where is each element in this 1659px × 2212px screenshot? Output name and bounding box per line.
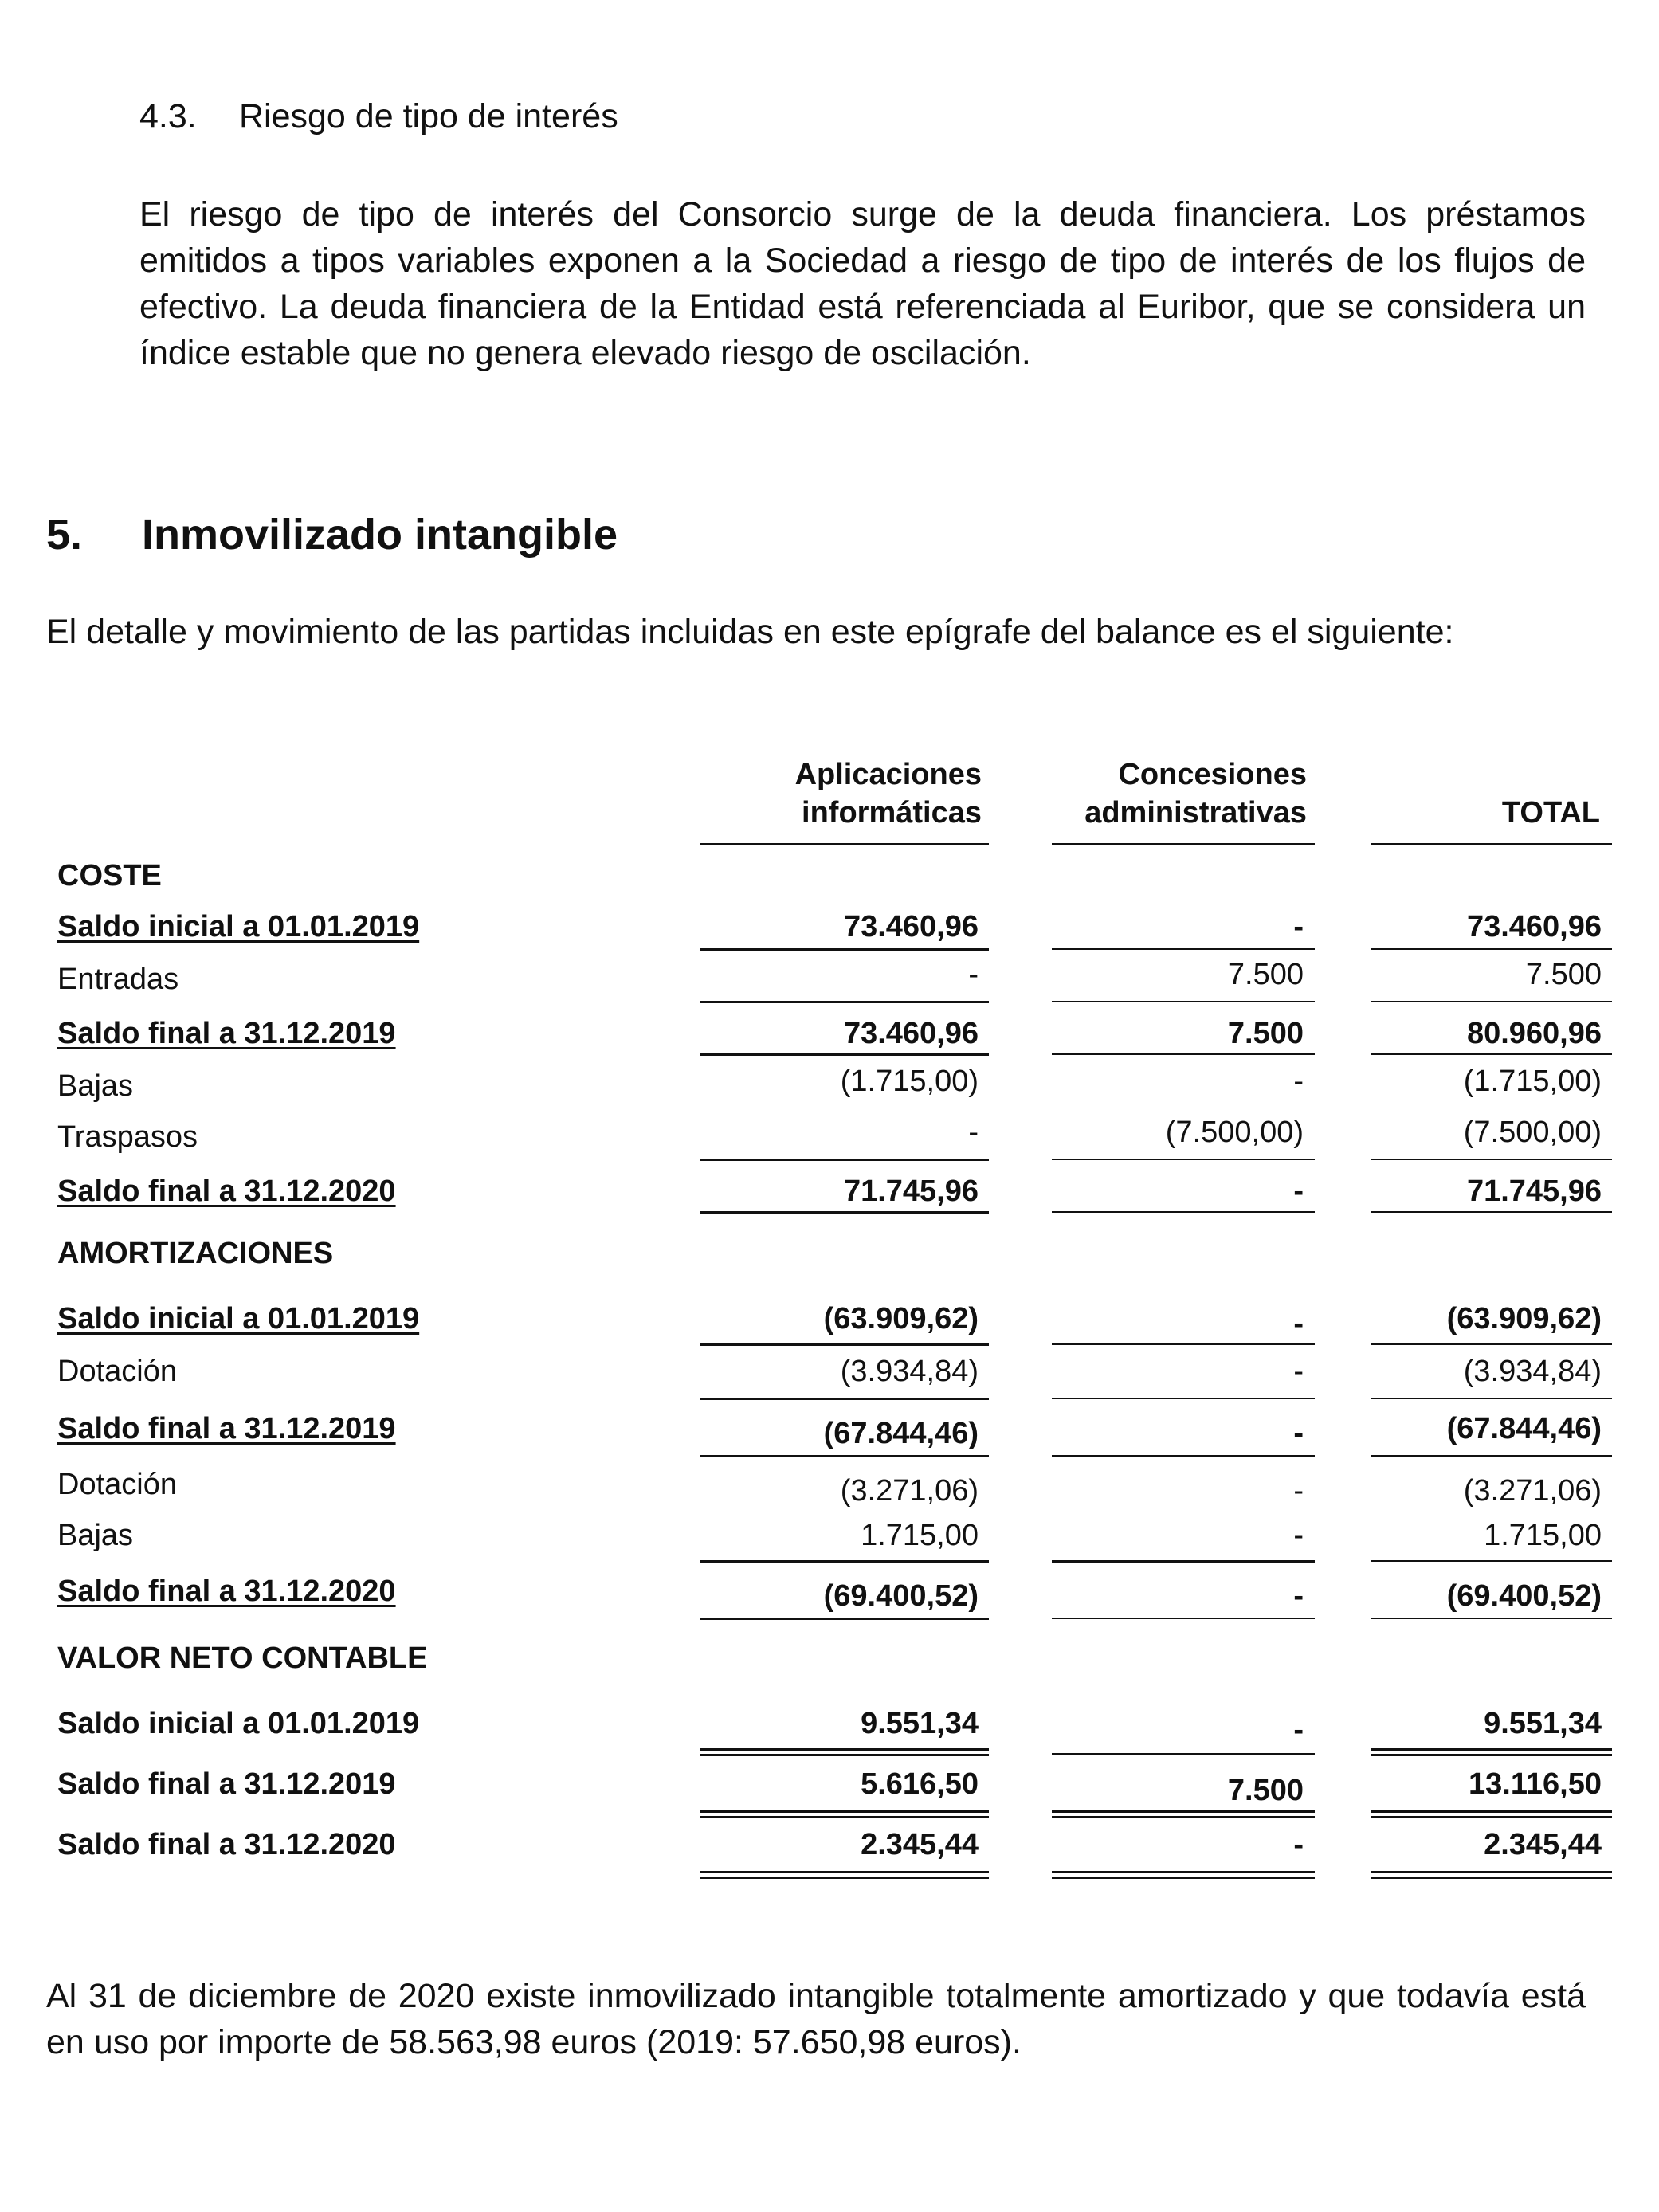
row-label: Saldo final a 31.12.2020 bbox=[57, 1828, 396, 1861]
cell-aplicaciones: - bbox=[968, 1116, 979, 1149]
row-rule bbox=[1052, 1560, 1315, 1563]
cell-total: 80.960,96 bbox=[1466, 1017, 1602, 1050]
row-rule bbox=[700, 1455, 989, 1457]
column-header-line: Concesiones bbox=[1118, 758, 1307, 791]
coste-heading: COSTE bbox=[57, 859, 162, 892]
cell-aplicaciones: 5.616,50 bbox=[861, 1767, 979, 1801]
cell-concesiones: 7.500 bbox=[1227, 1774, 1304, 1807]
row-rule bbox=[1052, 1001, 1315, 1002]
cell-aplicaciones: (69.400,52) bbox=[823, 1579, 979, 1613]
row-label: Traspasos bbox=[57, 1120, 198, 1154]
section-intro: El detalle y movimiento de las partidas incluidas en este epígrafe del balance es el siguiente: bbox=[46, 613, 1454, 651]
header-rule bbox=[700, 843, 989, 845]
cell-aplicaciones: 73.460,96 bbox=[843, 1017, 979, 1050]
cell-concesiones: - bbox=[1293, 1474, 1304, 1508]
row-rule bbox=[1371, 1211, 1612, 1213]
column-header-aplicaciones bbox=[701, 755, 982, 832]
double-rule bbox=[1371, 1748, 1612, 1756]
row-rule bbox=[700, 1618, 989, 1620]
subsection-title: Riesgo de tipo de interés bbox=[239, 97, 618, 135]
cell-aplicaciones: 2.345,44 bbox=[861, 1828, 979, 1861]
double-rule bbox=[700, 1810, 989, 1818]
cell-aplicaciones: (1.715,00) bbox=[840, 1065, 979, 1098]
double-rule bbox=[700, 1871, 989, 1879]
header-rule bbox=[1371, 843, 1612, 845]
row-label: Bajas bbox=[57, 1519, 134, 1552]
row-rule bbox=[1052, 1398, 1315, 1399]
row-label: Saldo final a 31.12.2019 bbox=[57, 1017, 396, 1050]
row-rule bbox=[1052, 1159, 1315, 1160]
row-rule bbox=[1371, 1560, 1612, 1562]
row-label: Saldo final a 31.12.2019 bbox=[57, 1412, 396, 1445]
cell-total: (67.844,46) bbox=[1446, 1412, 1602, 1445]
cell-concesiones: - bbox=[1293, 1065, 1304, 1098]
row-rule bbox=[1371, 1455, 1612, 1457]
row-label: Bajas bbox=[57, 1069, 134, 1103]
double-rule bbox=[1371, 1871, 1612, 1879]
row-rule bbox=[1371, 1398, 1612, 1399]
row-rule bbox=[1371, 948, 1612, 950]
cell-concesiones: - bbox=[1293, 1519, 1304, 1552]
cell-concesiones: (7.500,00) bbox=[1165, 1116, 1304, 1149]
column-header-line: administrativas bbox=[1084, 796, 1307, 830]
cell-total: (69.400,52) bbox=[1446, 1579, 1602, 1613]
cell-concesiones: - bbox=[1293, 910, 1304, 943]
cell-concesiones: - bbox=[1293, 1713, 1304, 1747]
cell-concesiones: 7.500 bbox=[1227, 1017, 1304, 1050]
cell-aplicaciones: 1.715,00 bbox=[861, 1519, 979, 1552]
cell-aplicaciones: 73.460,96 bbox=[843, 910, 979, 943]
double-rule bbox=[1052, 1810, 1315, 1818]
double-rule bbox=[1052, 1871, 1315, 1879]
row-rule bbox=[1052, 1618, 1315, 1619]
cell-concesiones: - bbox=[1293, 1828, 1304, 1861]
cell-total: 2.345,44 bbox=[1484, 1828, 1602, 1861]
section-number: 5. bbox=[46, 511, 83, 559]
row-label: Saldo final a 31.12.2020 bbox=[57, 1575, 396, 1608]
row-rule bbox=[700, 1560, 989, 1563]
row-rule bbox=[1371, 1159, 1612, 1160]
amortizaciones-heading: AMORTIZACIONES bbox=[57, 1237, 334, 1270]
row-rule bbox=[1052, 1211, 1315, 1213]
cell-total: (3.934,84) bbox=[1463, 1355, 1602, 1388]
cell-total: 1.715,00 bbox=[1484, 1519, 1602, 1552]
cell-concesiones: - bbox=[1293, 1175, 1304, 1208]
interest-risk-paragraph: El riesgo de tipo de interés del Consorcio surge de la deuda financiera. Los préstamos emitidos a tipos variables exponen a la Sociedad a riesgo de tipo de interés de los flujos de efectivo. La deuda financiera de la Entidad está referenciada al Euribor, que se considera un índice estable que no genera elevado riesgo de oscilación. bbox=[139, 195, 1586, 372]
cell-aplicaciones: (3.271,06) bbox=[840, 1474, 979, 1508]
row-rule bbox=[1052, 948, 1315, 950]
row-rule bbox=[700, 1053, 989, 1056]
row-label: Entradas bbox=[57, 963, 179, 996]
valor-neto-heading: VALOR NETO CONTABLE bbox=[57, 1641, 428, 1675]
row-rule bbox=[700, 948, 989, 951]
cell-total: 73.460,96 bbox=[1466, 910, 1602, 943]
cell-concesiones: 7.500 bbox=[1227, 958, 1304, 991]
column-header-concesiones bbox=[1052, 755, 1307, 832]
row-rule bbox=[1371, 1001, 1612, 1002]
cell-concesiones: - bbox=[1293, 1417, 1304, 1450]
subsection-number: 4.3. bbox=[139, 97, 197, 135]
row-rule bbox=[1371, 1618, 1612, 1619]
row-rule bbox=[700, 1001, 989, 1003]
cell-aplicaciones: - bbox=[968, 958, 979, 991]
header-rule bbox=[1052, 843, 1315, 845]
cell-aplicaciones: 71.745,96 bbox=[843, 1175, 979, 1208]
cell-total: (1.715,00) bbox=[1463, 1065, 1602, 1098]
cell-aplicaciones: 9.551,34 bbox=[861, 1707, 979, 1740]
row-label: Dotación bbox=[57, 1468, 177, 1501]
closing-paragraph: Al 31 de diciembre de 2020 existe inmovilizado intangible totalmente amortizado y que todavía está en uso por importe de 58.563,98 euros (2019: 57.650,98 euros). bbox=[46, 1977, 1586, 2061]
column-header-line: Aplicaciones bbox=[794, 758, 982, 791]
cell-aplicaciones: (67.844,46) bbox=[823, 1417, 979, 1450]
cell-concesiones: - bbox=[1293, 1355, 1304, 1388]
row-rule bbox=[1371, 1053, 1612, 1055]
cell-total: 7.500 bbox=[1525, 958, 1602, 991]
row-label: Saldo final a 31.12.2020 bbox=[57, 1175, 396, 1208]
row-rule bbox=[1371, 1343, 1612, 1345]
row-label: Saldo inicial a 01.01.2019 bbox=[57, 1707, 420, 1740]
row-rule bbox=[700, 1343, 989, 1346]
row-rule bbox=[700, 1211, 989, 1214]
row-rule bbox=[1052, 1753, 1315, 1755]
cell-total: 9.551,34 bbox=[1484, 1707, 1602, 1740]
row-label: Saldo final a 31.12.2019 bbox=[57, 1767, 396, 1801]
cell-concesiones: - bbox=[1293, 1307, 1304, 1340]
row-label: Saldo inicial a 01.01.2019 bbox=[57, 1302, 420, 1335]
cell-aplicaciones: (3.934,84) bbox=[840, 1355, 979, 1388]
cell-concesiones: - bbox=[1293, 1579, 1304, 1613]
column-header-total: TOTAL bbox=[1501, 796, 1600, 830]
column-header-line: informáticas bbox=[802, 796, 982, 830]
section-title: Inmovilizado intangible bbox=[142, 511, 618, 559]
double-rule bbox=[700, 1748, 989, 1756]
section-heading bbox=[46, 510, 618, 559]
row-rule bbox=[1052, 1455, 1315, 1457]
cell-total: 71.745,96 bbox=[1466, 1175, 1602, 1208]
row-label: Dotación bbox=[57, 1355, 177, 1388]
row-rule bbox=[1052, 1343, 1315, 1345]
row-label: Saldo inicial a 01.01.2019 bbox=[57, 910, 420, 943]
cell-total: (63.909,62) bbox=[1446, 1302, 1602, 1335]
cell-total: (7.500,00) bbox=[1463, 1116, 1602, 1149]
subsection-heading bbox=[139, 97, 618, 136]
cell-total: (3.271,06) bbox=[1463, 1474, 1602, 1508]
cell-total: 13.116,50 bbox=[1469, 1767, 1602, 1801]
row-rule bbox=[700, 1398, 989, 1400]
row-rule bbox=[1052, 1053, 1315, 1055]
row-rule bbox=[700, 1159, 989, 1161]
double-rule bbox=[1371, 1810, 1612, 1818]
cell-aplicaciones: (63.909,62) bbox=[823, 1302, 979, 1335]
